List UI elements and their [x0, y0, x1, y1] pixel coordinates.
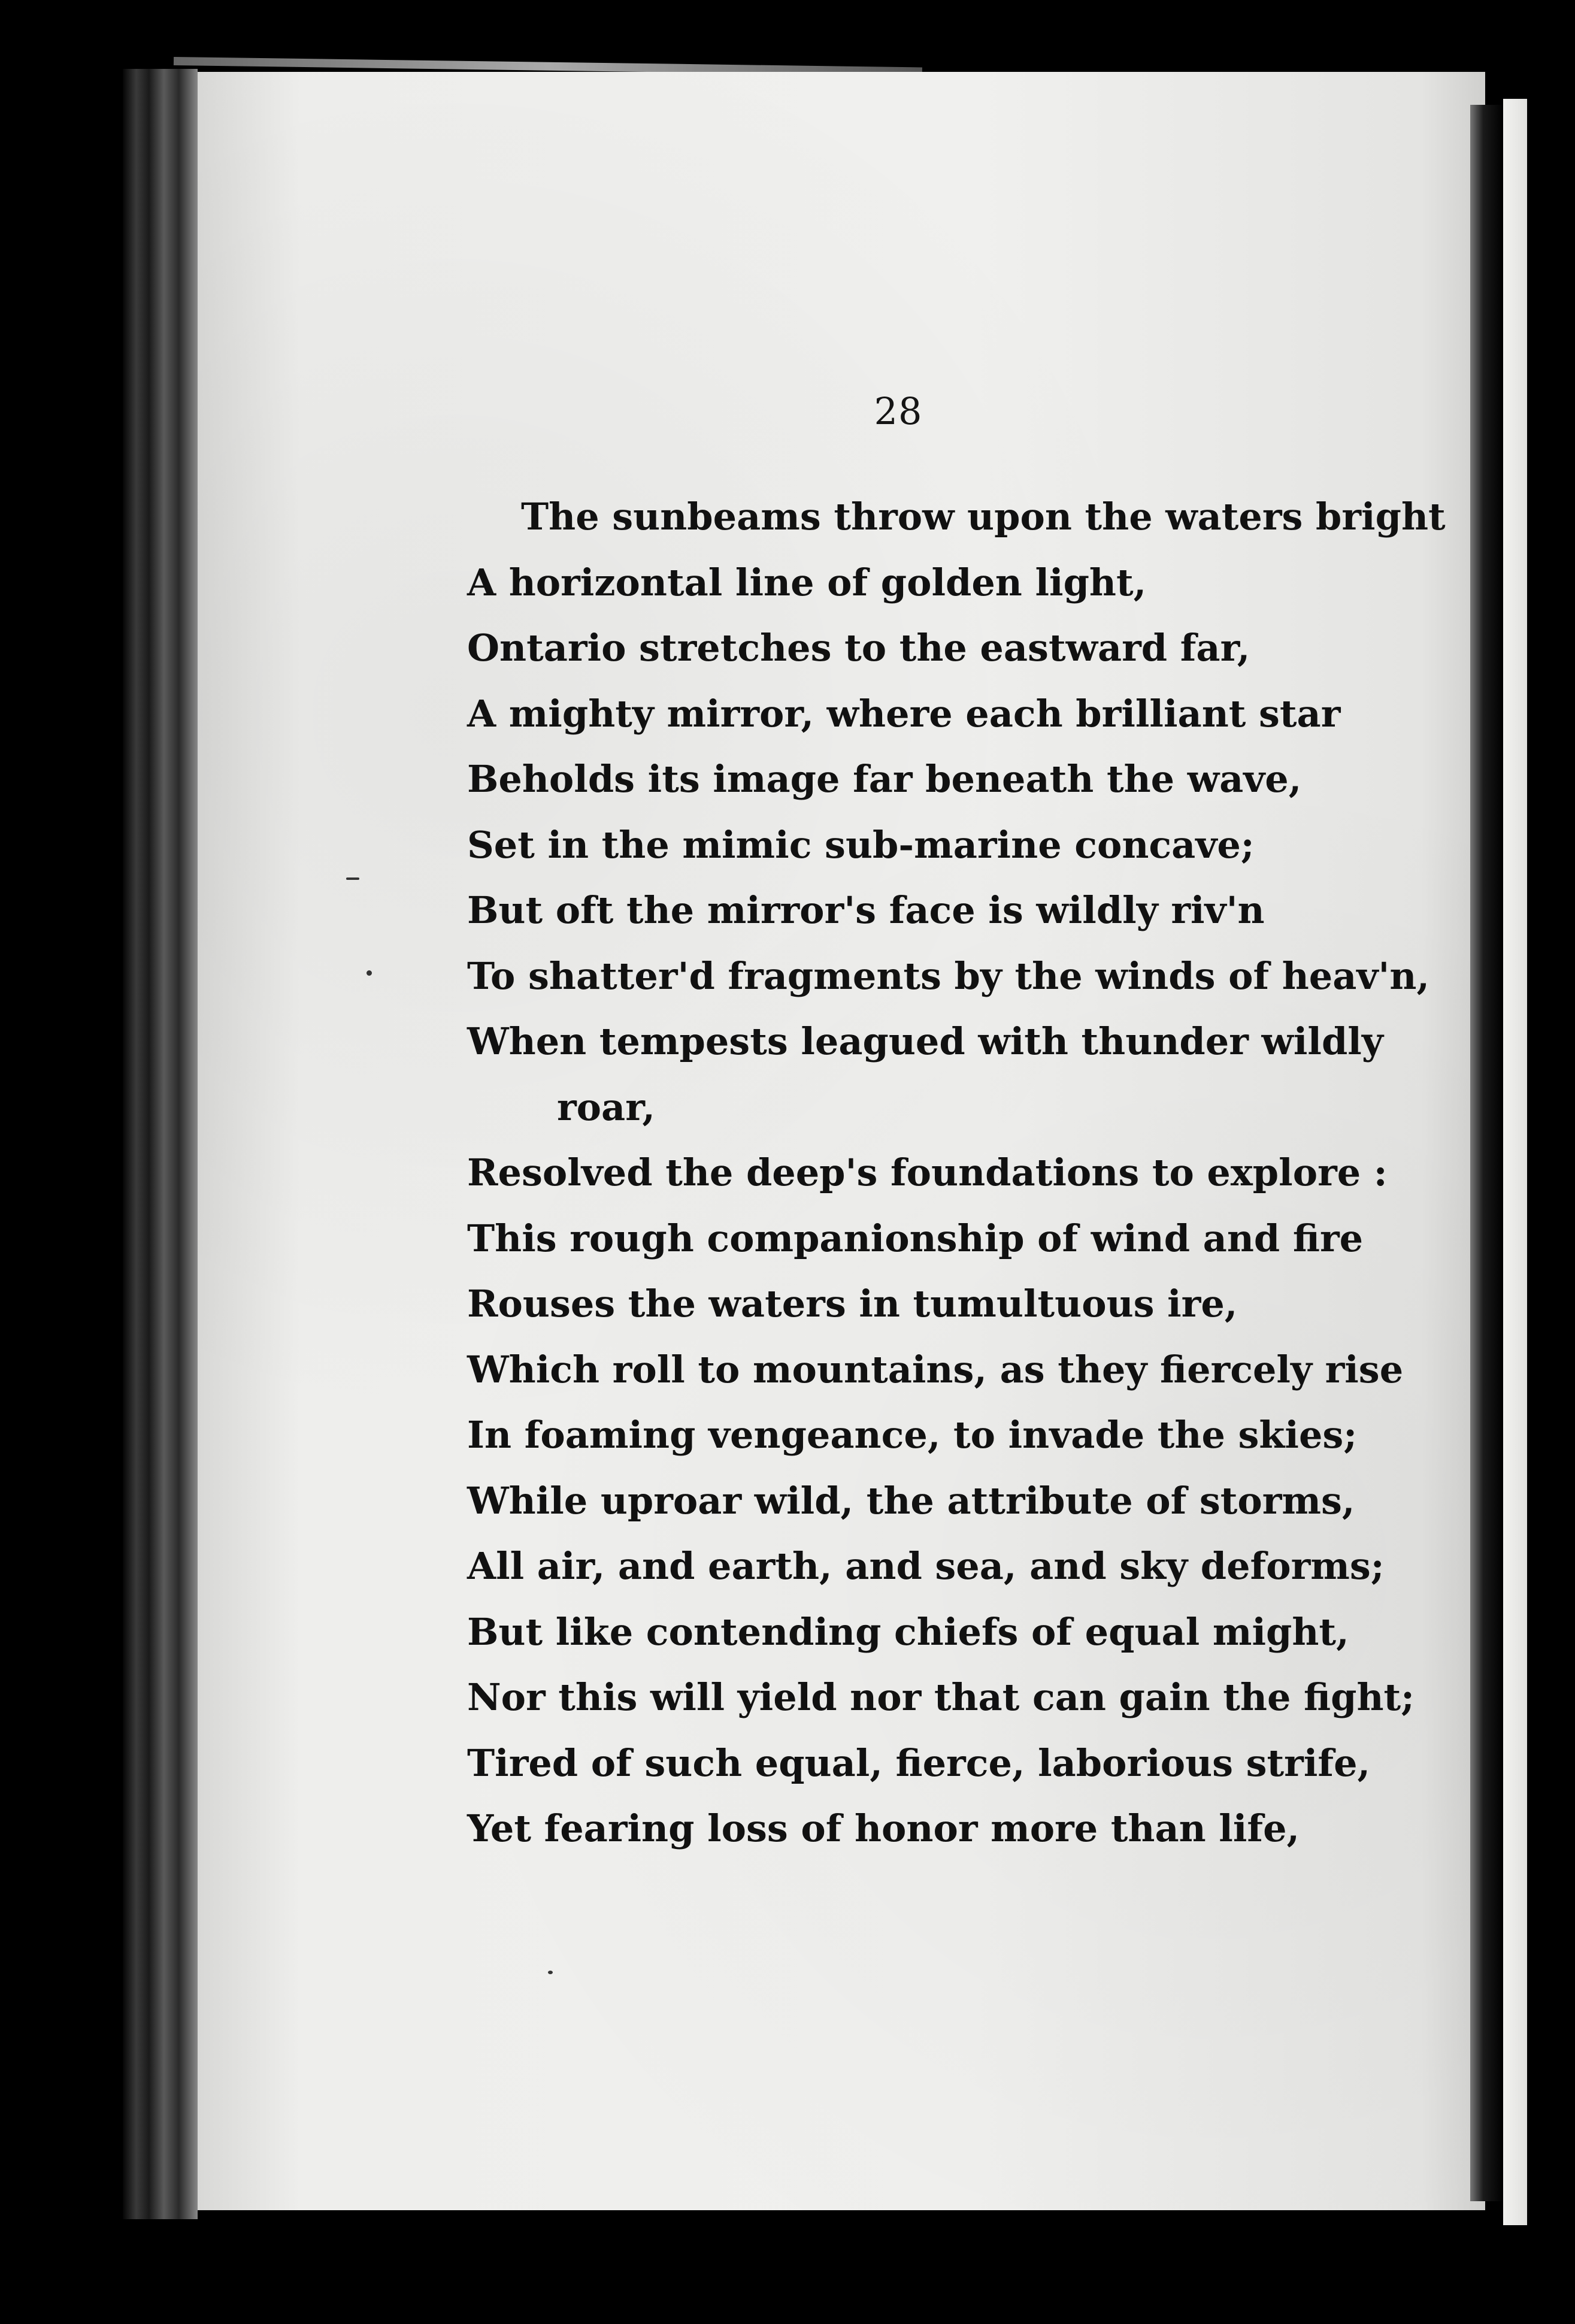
poem-line: Which roll to mountains, as they fiercely rise: [467, 1347, 1404, 1391]
paper-speck: [367, 970, 372, 976]
poem-line: Ontario stretches to the eastward far,: [467, 626, 1250, 670]
poem-line: When tempests leagued with thunder wildly: [467, 1019, 1383, 1063]
poem-line: But oft the mirror's face is wildly riv'n: [467, 888, 1265, 932]
poem-text: [467, 484, 1446, 1862]
poem-line: This rough companionship of wind and fire: [467, 1216, 1364, 1260]
poem-line: Rouses the waters in tumultuous ire,: [467, 1282, 1238, 1326]
book-binding-edge: [123, 69, 198, 2219]
poem-line: But like contending chiefs of equal might,: [467, 1609, 1349, 1654]
poem-line: All air, and earth, and sea, and sky deforms;: [467, 1544, 1385, 1588]
poem-line: Beholds its image far beneath the wave,: [467, 757, 1302, 801]
poem-line: A mighty mirror, where each brilliant star: [467, 691, 1341, 736]
poem-line: Yet fearing loss of honor more than life,: [467, 1806, 1300, 1850]
next-page-sliver: [1503, 99, 1527, 2225]
paper-speck: [548, 1971, 553, 1974]
poem-line: Tired of such equal, fierce, laborious strife,: [467, 1741, 1371, 1785]
poem-line: A horizontal line of golden light,: [467, 560, 1147, 604]
page-number: 28: [874, 389, 923, 433]
poem-line: To shatter'd fragments by the winds of heav'n,: [467, 954, 1430, 998]
poem-line-turnover: roar,: [557, 1085, 655, 1129]
poem-line: Set in the mimic sub-marine concave;: [467, 822, 1255, 867]
page-gutter-shadow: [1470, 105, 1503, 2201]
poem-line: While uproar wild, the attribute of storms,: [467, 1478, 1355, 1523]
poem-line: Resolved the deep's foundations to explore :: [467, 1151, 1388, 1194]
paper-speck: [346, 877, 359, 880]
poem-line: In foaming vengeance, to invade the skies;: [467, 1413, 1358, 1457]
poem-line: The sunbeams throw upon the waters bright: [521, 495, 1446, 538]
poem-line: Nor this will yield nor that can gain the fight;: [467, 1675, 1415, 1719]
